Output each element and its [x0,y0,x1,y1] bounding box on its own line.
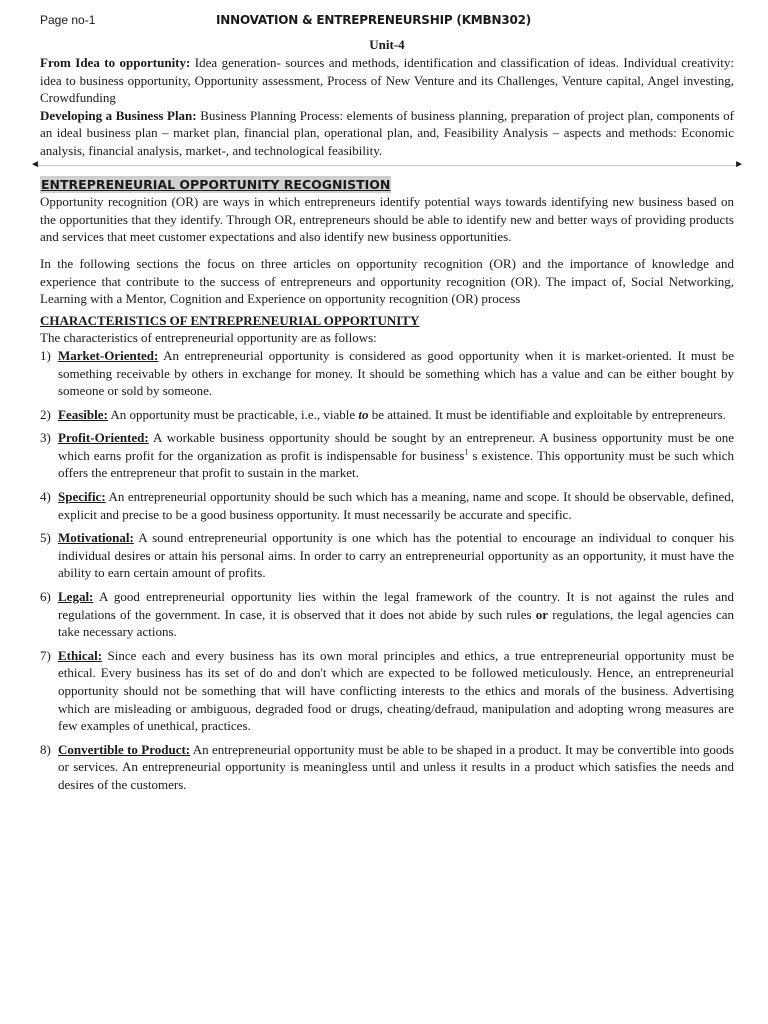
list-text: Since each and every business has its own moral principles and ethics, a true entrepreneurial opportunity must be ethical. Every business has its set of do and don't which are expected to be followed meticulously. Hence, an entrepreneurial opportunity should not be something that will have conflicting interests to the ethics and morals of the business. Advertising which are misleading or ambiguous, degraded food or drugs, cheating/defraud, manipulation and adopting wrong measures are few examples of unethical, practices. [58,647,734,734]
syllabus-item-business-plan [40,107,734,160]
list-item [40,647,734,735]
list-text: An entrepreneurial opportunity should be such which has a meaning, name and scope. It should be observable, defined, explicit and precise to be a good business opportunity. It must necessarily be accurate and specific. [58,489,734,522]
list-item [40,347,734,400]
list-text: A workable business opportunity should be sought by an entrepreneur. A business opportunity must be one which earns profit for the organization as profit is indispensable for business [58,430,734,463]
document-page [30,10,744,800]
list-term: Profit-Oriented: [58,430,149,446]
list-text: An opportunity must be practicable, i.e., viable [107,406,359,422]
list-number: 5) [40,530,51,546]
list-number: 7) [40,647,51,663]
left-arrow-icon: ◄ [30,158,40,170]
recognition-paragraph-2: In the following sections the focus on three articles on opportunity recognition (OR) and the importance of knowledge and experience that contribute to the success of entrepreneurs and opportunity recognition (OR). The impact of, Social Networking, Learning with a Mentor, Cognition and Experience on opportunity recognition (OR) process [40,255,734,307]
syllabus-text: Business Planning Process: elements of business planning, preparation of project plan, components of an ideal business plan – market plan, financial plan, operational plan, and, Feasibility Analysis – aspects and methods: Economic analysis, financial analysis, market-, and technological feasibility. [40,107,734,158]
page-header [40,10,734,32]
section-title-recognition: ENTREPRENEURIAL OPPORTUNITY RECOGNISTION [41,176,391,192]
characteristics-list [40,347,734,794]
syllabus-item-idea [40,54,734,107]
syllabus-label: Developing a Business Plan: [40,107,197,123]
list-number: 6) [40,589,51,605]
list-text: An entrepreneurial opportunity must be able to be shaped in a product. It may be convertible into goods or services. An entrepreneurial opportunity is meaningless until and unless it results in a product which satisfies the needs and desires of the customers. [58,741,734,792]
list-number: 8) [40,741,51,757]
list-term: Specific: [58,489,106,505]
divider-line [38,165,736,166]
list-item [40,741,734,794]
list-number: 2) [40,406,51,422]
list-text: be attained. It must be identifiable and exploitable by entrepreneurs. [368,406,726,422]
section-title-characteristics: CHARACTERISTICS OF ENTREPRENEURIAL OPPORTUNITY [40,312,420,328]
list-text: A sound entrepreneurial opportunity is one which has the potential to encourage an individual to conquer his individual desires or attain his personal aims. In order to carry an entrepreneurial opportunity as an opportunity, it must have the ability to earn certain amount of profits. [58,530,734,581]
list-term: Ethical: [58,647,103,663]
list-item [40,406,734,424]
footnote-marker: 1 [464,447,469,457]
recognition-paragraph-1: Opportunity recognition (OR) are ways in which entrepreneurs identify potential ways towards identifying new business based on the opportunities that they identify. Through OR, entrepreneurs should be able to identify new and better ways of providing products and services that meet customer expectations and also identify new business opportunities. [40,194,734,245]
list-item [40,529,734,582]
characteristics-intro: The characteristics of entrepreneurial opportunity are as follows: [40,330,377,346]
list-term: Market-Oriented: [58,347,159,363]
list-text: A good entrepreneurial opportunity lies within the legal framework of the country. It is not against the rules and regulations of the government. In case, it is observed that it does not abide by such rules [58,589,734,622]
syllabus-text: Idea generation- sources and methods, identification and classification of ideas. Individual creativity: idea to business opportunity, Opportunity assessment, Process of New Venture and its Challenges, Venture capital, Angel investing, Crowdfunding [40,55,734,106]
list-term: Legal: [58,589,94,605]
list-term: Motivational: [58,530,134,546]
unit-heading: Unit-4 [369,37,405,52]
list-text: regulations, the legal agencies can take necessary actions. [58,606,734,640]
list-term: Convertible to Product: [58,741,191,757]
list-number: 4) [40,489,51,505]
list-text: An entrepreneurial opportunity is considered as good opportunity when it is market-oriented. It must be something receivable by others in exchange for money. It should be something which has a value and can be either bought by someone or sold by someone. [58,347,734,399]
ruler-divider [30,160,744,172]
page-number: Page no-1 [40,13,96,27]
list-number: 1) [40,347,51,363]
list-emphasis: to [358,406,369,422]
list-item [40,429,734,482]
list-text: s existence. This opportunity must be such which offers the entrepreneur that profit to sustain in the market. [58,447,734,481]
syllabus-label: From Idea to opportunity: [40,55,191,70]
right-arrow-icon: ► [734,158,744,170]
list-number: 3) [40,430,51,446]
list-term: Feasible: [58,406,108,422]
list-item [40,588,734,641]
list-emphasis: or [535,606,549,622]
list-item [40,488,734,523]
course-title: INNOVATION & ENTREPRENEURSHIP (KMBN302) [216,13,532,27]
